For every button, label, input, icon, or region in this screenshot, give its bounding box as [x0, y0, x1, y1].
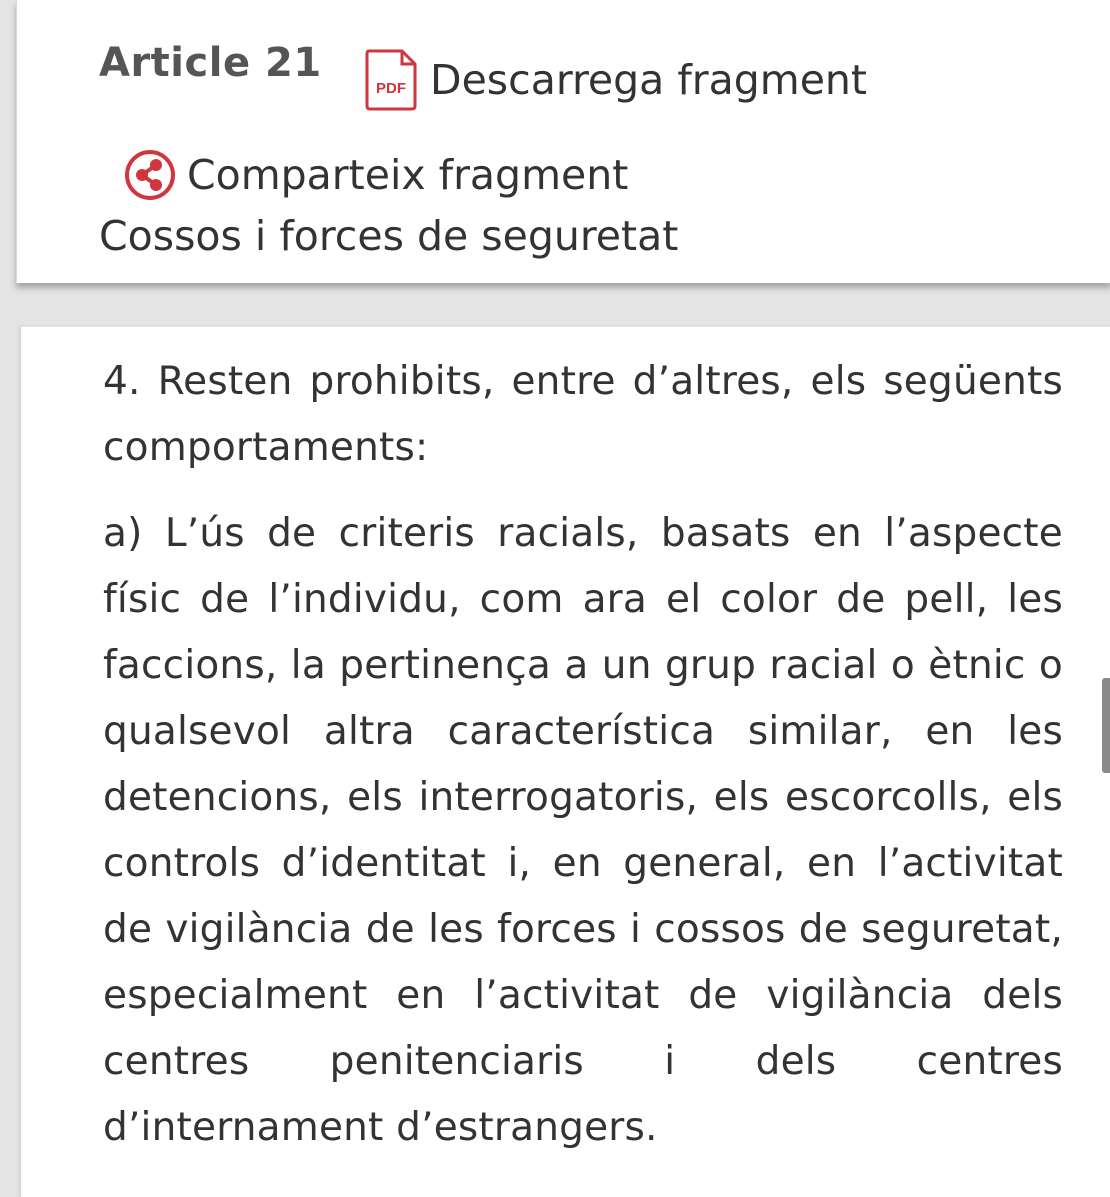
download-fragment-label: Descarrega fragment [430, 56, 867, 104]
pdf-icon-label: PDF [376, 80, 406, 97]
section-title: Cossos i forces de seguretat [99, 212, 679, 260]
pdf-file-icon [364, 48, 418, 112]
article-header [16, 0, 1110, 283]
paragraph-item-a: a) L’ús de criteris racials, basats en l’aspecte físic de l’individu, com ara el color de pell, les faccions, la pertinença a un grup racial o ètnic o qualsevol altra característica similar, en les detencions, els interrogatoris, els escorcolls, els controls d’identitat i, en general, en l’activitat de vigilància de les forces i cossos de seguretat, especialment en l’activitat de vigilància dels centres penitenciaris i dels centres d’internament d’estrangers. [103, 511, 1063, 1150]
article-body [103, 349, 1063, 1181]
share-fragment-link[interactable] [123, 148, 628, 202]
download-fragment-link[interactable] [364, 48, 867, 112]
paragraph-intro: 4. Resten prohibits, entre d’altres, els següents comportaments: [103, 359, 1063, 470]
share-fragment-label: Comparteix fragment [187, 151, 629, 199]
article-title: Article 21 [99, 40, 322, 86]
article-content [20, 326, 1110, 1197]
scrollbar-thumb[interactable] [1102, 678, 1110, 773]
share-icon [123, 148, 177, 202]
